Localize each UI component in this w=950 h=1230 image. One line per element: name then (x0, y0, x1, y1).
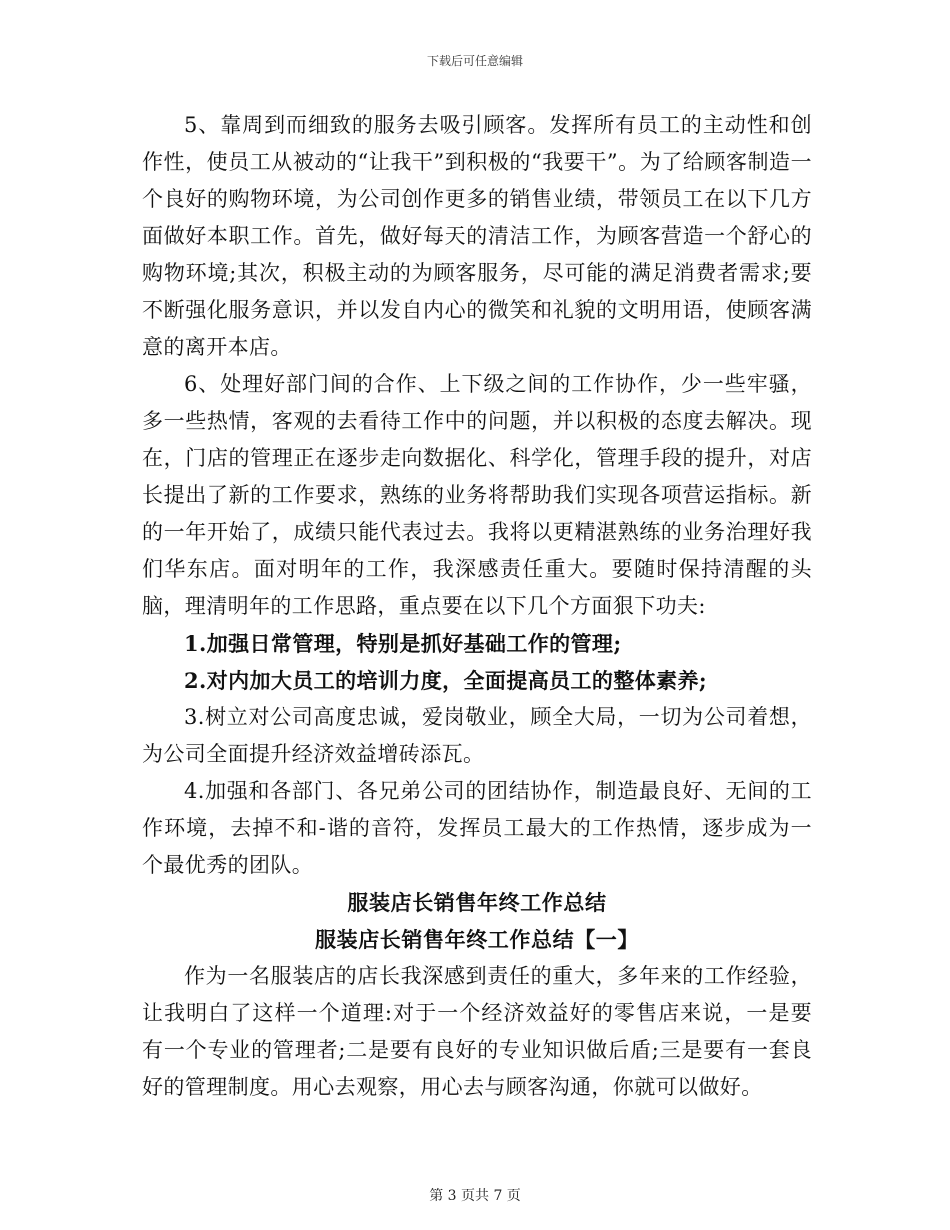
page-footer: 第 3 页共 7 页 (429, 1188, 521, 1204)
paragraph-6: 6、处理好部门间的合作、上下级之间的工作协作，少一些牢骚，多一些热情，客观的去看待工作中的问题，并以积极的态度去解决。现在，门店的管理正在逐步走向数据化、科学化，管理手段的提升，对店长提出了新的工作要求，熟练的业务将帮助我们实现各项营运指标。新的一年开始了，成绩只能代表过去。我将以更精湛熟练的业务治理好我们华东店。面对明年的工作，我深感责任重大。要随时保持清醒的头脑，理清明年的工作思路，重点要在以下几个方面狠下功夫: (142, 372, 812, 618)
list-item-1: 1.加强日常管理，特别是抓好基础工作的管理; (184, 631, 622, 656)
paragraph-intro: 作为一名服装店的店长我深感到责任的重大，多年来的工作经验，让我明白了这样一个道理:对于一个经济效益好的零售店来说，一是要有一个专业的管理者;二是要有良好的专业知识做后盾;三是要有一套良好的管理制度。用心去观察，用心去与顾客沟通，你就可以做好。 (142, 964, 812, 1099)
page-header: 下载后可任意编辑 (426, 54, 523, 68)
section-subtitle: 服装店长销售年终工作总结【一】 (315, 927, 639, 952)
paragraph-5: 5、靠周到而细致的服务去吸引顾客。发挥所有员工的主动性和创作性，使员工从被动的“让我干”到积极的“我要干”。为了给顾客制造一个良好的购物环境，为公司创作更多的销售业绩，带领员工在以下几方面做好本职工作。首先，做好每天的清洁工作，为顾客营造一个舒心的购物环境;其次，积极主动的为顾客服务，尽可能的满足消费者需求;要不断强化服务意识，并以发自内心的微笑和礼貌的文明用语，使顾客满意的离开本店。 (142, 113, 812, 359)
document-body (142, 107, 812, 1106)
list-item-3: 3.树立对公司高度忠诚，爱岗敬业，顾全大局，一切为公司着想，为公司全面提升经济效益增砖添瓦。 (142, 705, 812, 766)
list-item-2: 2.对内加大员工的培训力度，全面提高员工的整体素养; (184, 668, 708, 693)
list-item-4: 4.加强和各部门、各兄弟公司的团结协作，制造最良好、无间的工作环境，去掉不和-谐的音符，发挥员工最大的工作热情，逐步成为一个最优秀的团队。 (142, 779, 812, 877)
section-title: 服装店长销售年终工作总结 (347, 890, 607, 915)
